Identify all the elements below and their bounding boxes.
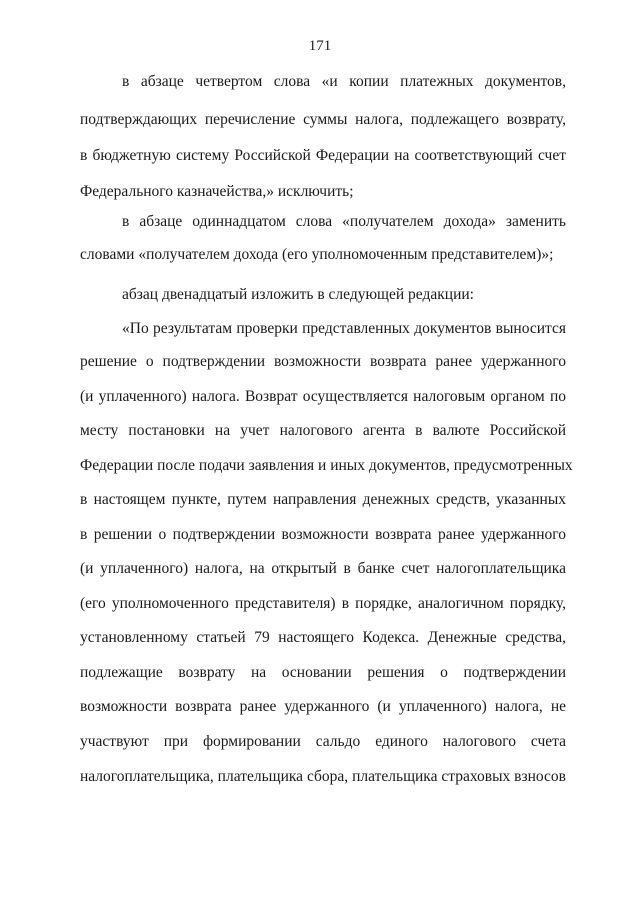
text-line: установленному статьей 79 настоящего Кодекса. Денежные средства,	[80, 629, 566, 646]
text-line: (и уплаченного) налога. Возврат осуществляется налоговым органом по	[80, 388, 566, 405]
text-line: возможности возврата ранее удержанного (и уплаченного) налога, не	[80, 698, 566, 715]
text-line: Федерального казначейства,» исключить;	[80, 183, 354, 200]
text-line: решение о подтверждении возможности возврата ранее удержанного	[80, 353, 566, 370]
text-line: месту постановки на учет налогового агента в валюте Российской	[80, 422, 566, 439]
text-line: подтверждающих перечисление суммы налога, подлежащего возврату,	[80, 111, 566, 128]
text-line: налогоплательщика, плательщика сбора, плательщика страховых взносов	[80, 768, 566, 785]
page-number: 171	[308, 38, 332, 54]
text-line: (его уполномоченного представителя) в порядке, аналогичном порядку,	[80, 595, 566, 612]
text-line: словами «получателем дохода (его уполномоченным представителем)»;	[80, 246, 554, 263]
text-line: абзац двенадцатый изложить в следующей редакции:	[122, 286, 474, 303]
text-line: в настоящем пункте, путем направления денежных средств, указанных	[80, 491, 566, 508]
text-line: участвуют при формировании сальдо единого налогового счета	[80, 733, 566, 750]
text-line: подлежащие возврату на основании решения о подтверждении	[80, 664, 566, 681]
text-line: в бюджетную систему Российской Федерации на соответствующий счет	[80, 147, 566, 164]
text-line: в абзаце четвертом слова «и копии платежных документов,	[122, 73, 566, 90]
text-line: в абзаце одиннадцатом слова «получателем дохода» заменить	[122, 213, 566, 230]
text-line: «По результатам проверки представленных документов выносится	[122, 320, 566, 337]
text-line: в решении о подтверждении возможности возврата ранее удержанного	[80, 526, 566, 543]
text-line: Федерации после подачи заявления и иных документов, предусмотренных	[80, 457, 573, 474]
text-line: (и уплаченного) налога, на открытый в банке счет налогоплательщика	[80, 560, 566, 577]
